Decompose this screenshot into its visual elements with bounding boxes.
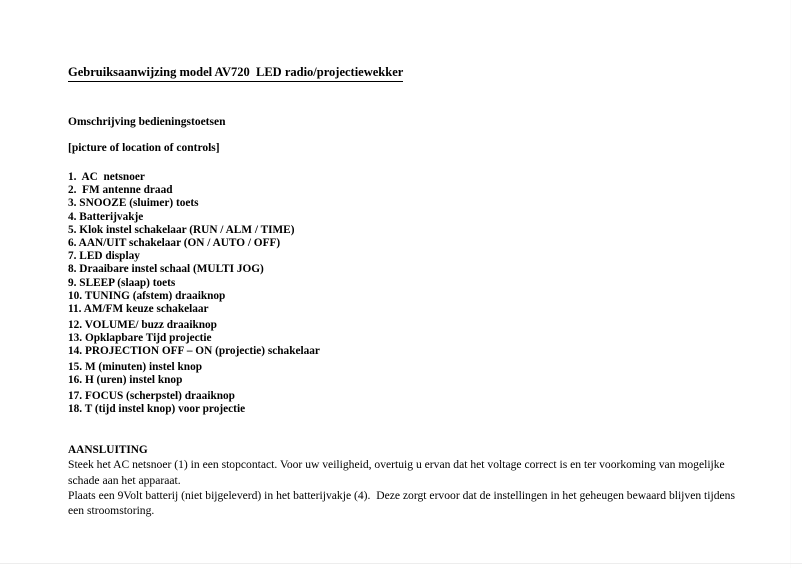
connection-paragraph-1: Steek het AC netsnoer (1) in een stopcontact. Voor uw veiligheid, overtuig u ervan dat het voltage correct is en ter voorkoming van mogelijke schade aan het apparaat. bbox=[68, 458, 728, 487]
document-content bbox=[68, 0, 740, 519]
list-item: 1. AC netsnoer bbox=[68, 171, 145, 183]
page-bottom-edge bbox=[0, 563, 802, 564]
list-item: 13. Opklapbare Tijd projectie bbox=[68, 332, 212, 345]
list-item: 8. Draaibare instel schaal (MULTI JOG) bbox=[68, 263, 264, 276]
connection-paragraph-2: Plaats een 9Volt batterij (niet bijgeleverd) in het batterijvakje (4). Deze zorgt ervoor dat de instellingen in het geheugen bewaard blijven tijdens een stroomstoring. bbox=[68, 489, 738, 518]
list-item: 3. SNOOZE (sluimer) toets bbox=[68, 197, 199, 210]
list-item: 12. VOLUME/ buzz draaiknop bbox=[68, 318, 217, 331]
page-title bbox=[68, 0, 740, 82]
list-item: 15. M (minuten) instel knop bbox=[68, 361, 203, 374]
list-item: 17. FOCUS (scherpstel) draaiknop bbox=[68, 390, 235, 403]
list-item: 7. LED display bbox=[68, 250, 140, 263]
list-item: 16. H (uren) instel knop bbox=[68, 374, 183, 387]
page-right-edge bbox=[790, 0, 802, 568]
list-item: 6. AAN/UIT schakelaar (ON / AUTO / OFF) bbox=[68, 237, 281, 250]
connection-section-heading: AANSLUITING bbox=[68, 444, 148, 457]
list-item: 9. SLEEP (slaap) toets bbox=[68, 276, 176, 289]
picture-placeholder: [picture of location of controls] bbox=[68, 142, 220, 154]
page-title-text: Gebruiksaanwijzing model AV720 LED radio/projectiewekker bbox=[68, 65, 403, 82]
list-item: 5. Klok instel schakelaar (RUN / ALM / TIME) bbox=[68, 223, 295, 236]
list-item: 11. AM/FM keuze schakelaar bbox=[68, 303, 209, 316]
list-item: 4. Batterijvakje bbox=[68, 210, 144, 223]
controls-section-heading: Omschrijving bedieningstoetsen bbox=[68, 116, 226, 128]
list-item: 2. FM antenne draad bbox=[68, 184, 173, 197]
list-item: 14. PROJECTION OFF – ON (projectie) schakelaar bbox=[68, 345, 320, 358]
controls-list bbox=[68, 155, 740, 416]
list-item: 10. TUNING (afstem) draaiknop bbox=[68, 289, 226, 302]
list-item: 18. T (tijd instel knop) voor projectie bbox=[68, 403, 246, 416]
